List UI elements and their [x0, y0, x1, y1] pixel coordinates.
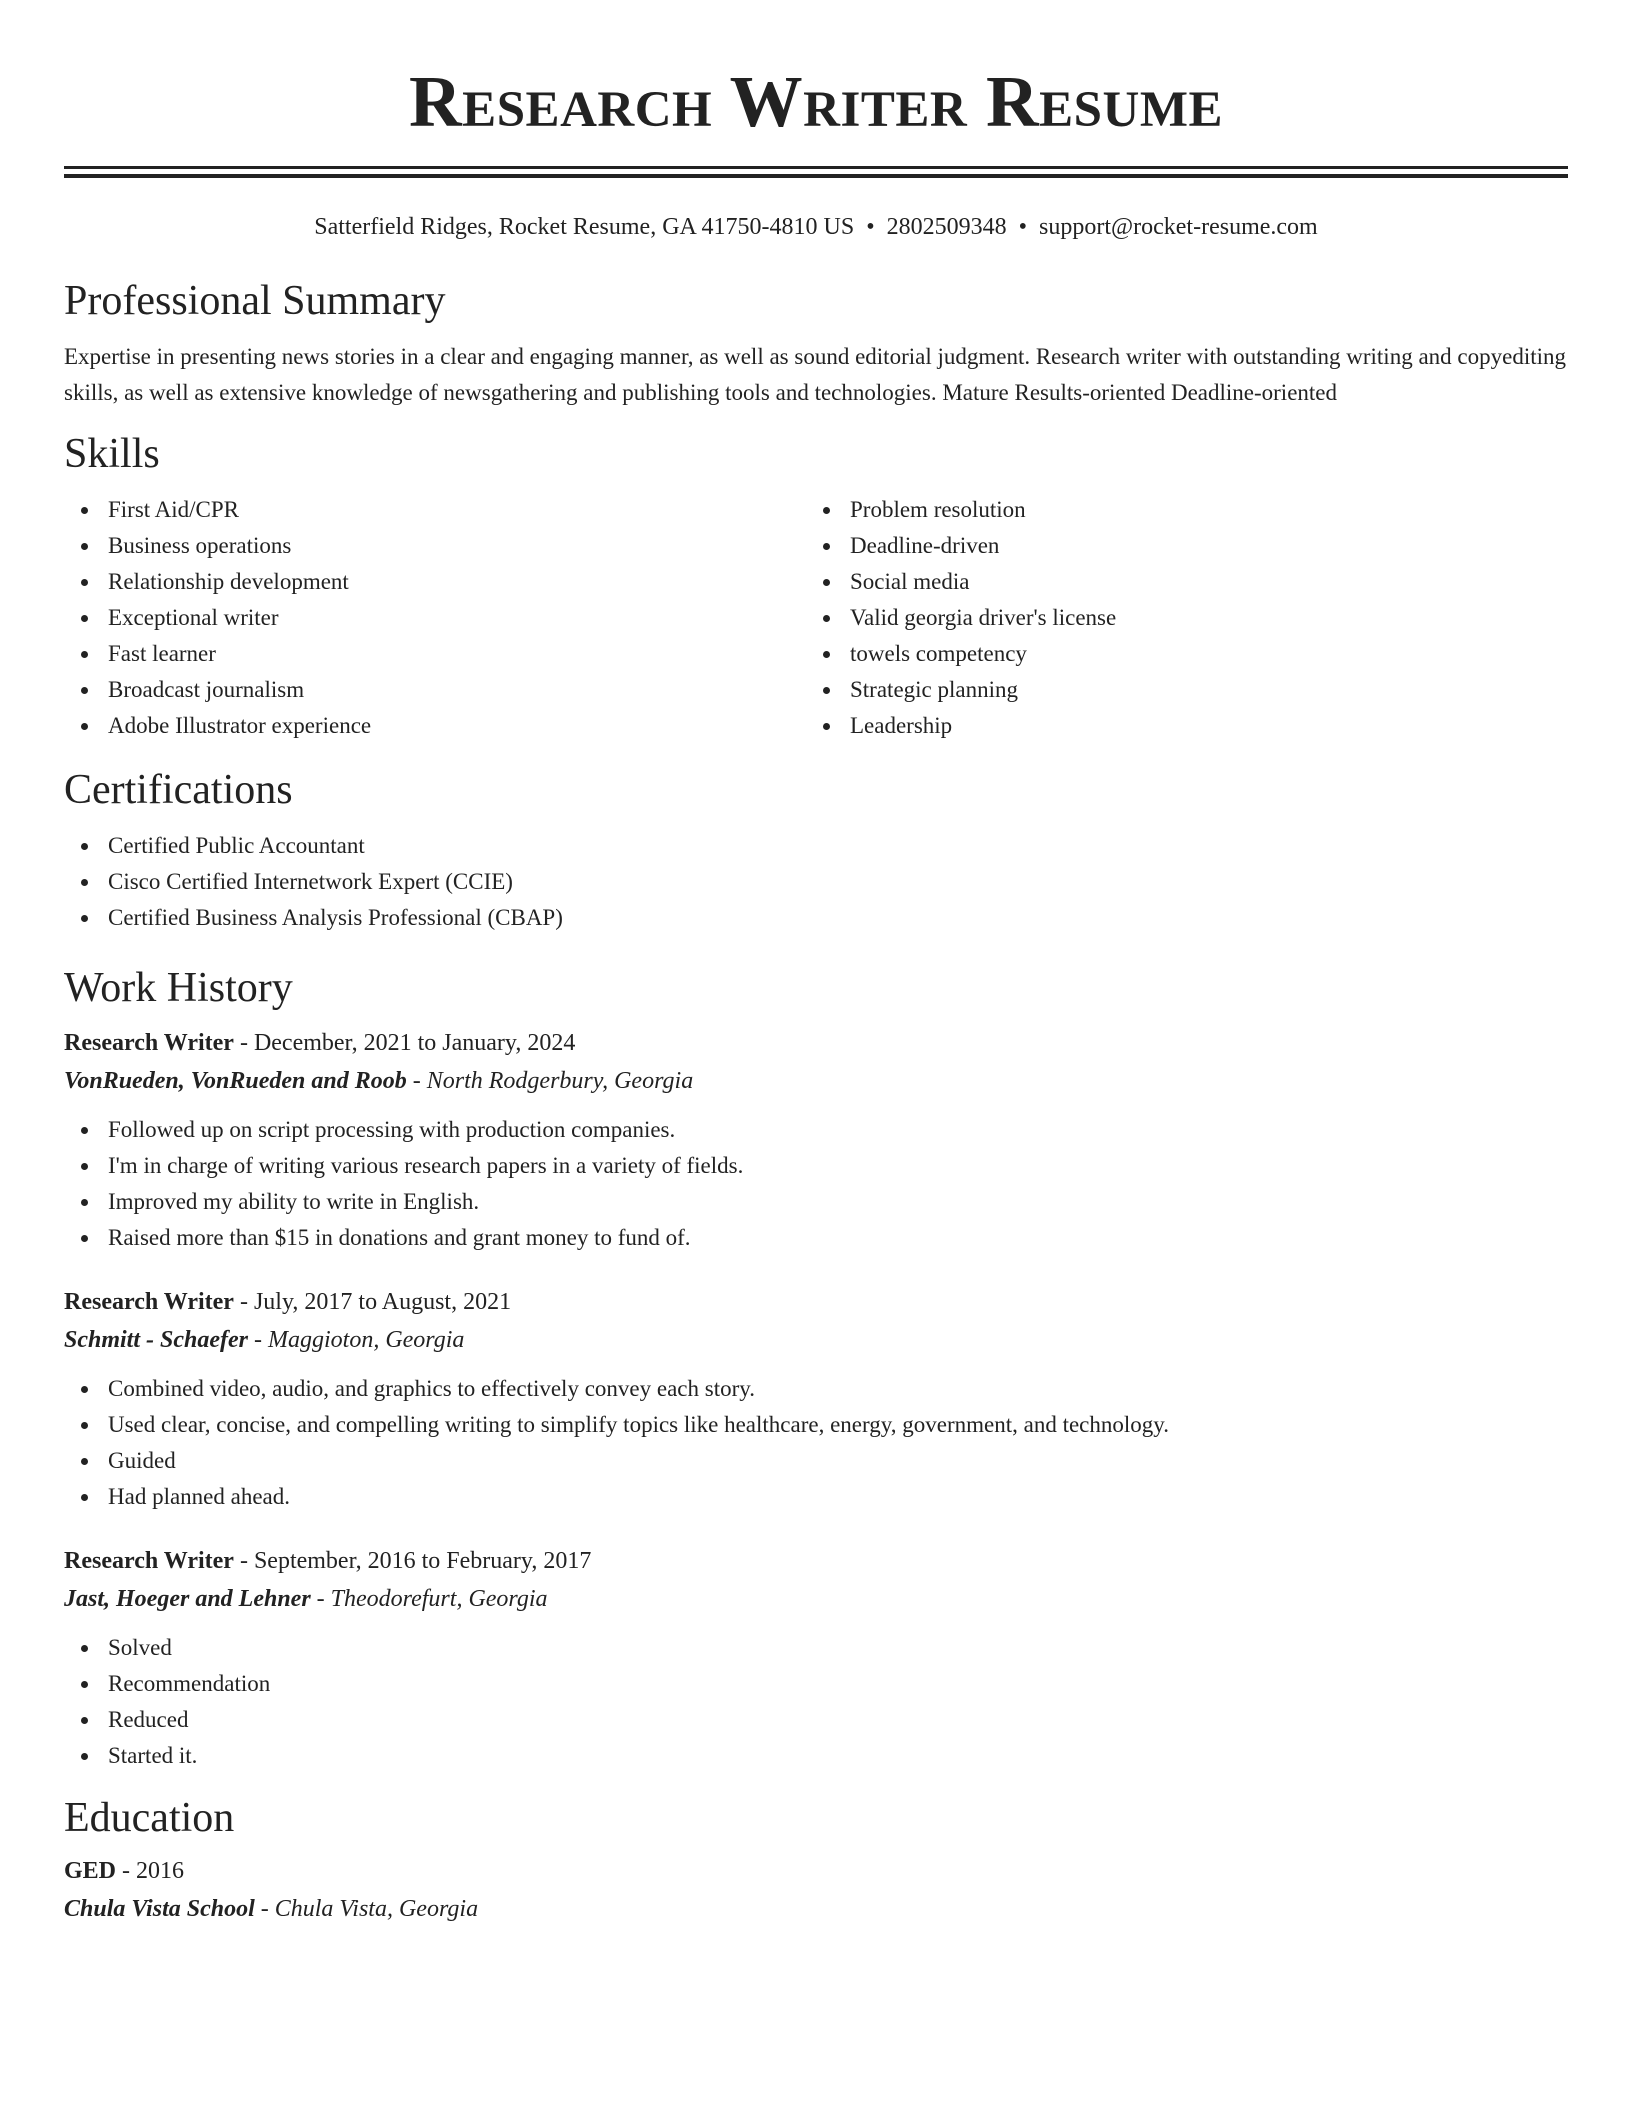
- job-title-line: [64, 1283, 1568, 1321]
- skill-item: Exceptional writer: [64, 600, 806, 636]
- job-bullet: I'm in charge of writing various research papers in a variety of fields.: [64, 1148, 1568, 1184]
- job-bullet: Combined video, audio, and graphics to effectively convey each story.: [64, 1371, 1568, 1407]
- resume-title: Research Writer Resume: [408, 61, 1224, 142]
- certifications-list: [64, 828, 1568, 936]
- title-rule-top: [64, 166, 1568, 169]
- job-title-line: [64, 1024, 1568, 1062]
- job-bullets: [64, 1630, 1568, 1774]
- skill-item: Business operations: [64, 528, 806, 564]
- certifications-heading: Certifications: [64, 767, 293, 813]
- contact-separator: •: [1018, 214, 1028, 240]
- job-bullet: Recommendation: [64, 1666, 1568, 1702]
- job-entry: [64, 1283, 1568, 1515]
- job-dates: - September, 2016 to February, 2017: [233, 1548, 592, 1574]
- job-title: Research Writer: [64, 1548, 234, 1574]
- job-bullet: Had planned ahead.: [64, 1479, 1568, 1515]
- skill-item: Broadcast journalism: [64, 672, 806, 708]
- job-entry: [64, 1024, 1568, 1256]
- job-bullets: [64, 1371, 1568, 1515]
- skills-section: [64, 428, 1568, 744]
- work-history-section: [64, 962, 1568, 1774]
- education-heading: Education: [64, 1795, 235, 1841]
- skill-item: First Aid/CPR: [64, 492, 806, 528]
- job-company-line: [64, 1580, 1568, 1618]
- job-company: Schmitt - Schaefer: [64, 1327, 248, 1353]
- job-bullet: Followed up on script processing with production companies.: [64, 1112, 1568, 1148]
- education-school-line: [64, 1890, 1568, 1928]
- job-entry: [64, 1542, 1568, 1774]
- job-bullets: [64, 1112, 1568, 1256]
- skill-item: Valid georgia driver's license: [806, 600, 1548, 636]
- job-location: - Maggioton, Georgia: [248, 1327, 465, 1353]
- contact-address: Satterfield Ridges, Rocket Resume, GA 41750-4810 US: [314, 214, 855, 240]
- summary-heading: Professional Summary: [64, 278, 446, 324]
- certifications-section: [64, 764, 1568, 936]
- job-bullet: Guided: [64, 1443, 1568, 1479]
- job-title: Research Writer: [64, 1030, 234, 1056]
- title-rule-bottom: [64, 174, 1568, 178]
- education-degree: GED: [64, 1858, 117, 1884]
- skill-item: towels competency: [806, 636, 1548, 672]
- education-year: - 2016: [116, 1858, 185, 1884]
- summary-section: [64, 275, 1568, 411]
- education-section: [64, 1792, 1568, 1928]
- resume-page: [64, 0, 1568, 1928]
- contact-line: [64, 212, 1568, 242]
- job-bullet: Solved: [64, 1630, 1568, 1666]
- skill-item: Relationship development: [64, 564, 806, 600]
- contact-separator: •: [866, 214, 875, 240]
- job-location: - Theodorefurt, Georgia: [310, 1586, 548, 1612]
- skill-item: Leadership: [806, 708, 1548, 744]
- skill-item: Problem resolution: [806, 492, 1548, 528]
- job-bullet: Used clear, concise, and compelling writing to simplify topics like healthcare, energy, government, and technology.: [64, 1407, 1568, 1443]
- education-school: Chula Vista School: [64, 1896, 255, 1922]
- contact-email: support@rocket-resume.com: [1039, 214, 1318, 240]
- contact-phone: 2802509348: [886, 214, 1007, 240]
- skills-column-left: [64, 492, 806, 744]
- job-bullet: Improved my ability to write in English.: [64, 1184, 1568, 1220]
- skill-item: Deadline-driven: [806, 528, 1548, 564]
- education-location: - Chula Vista, Georgia: [254, 1896, 479, 1922]
- job-dates: - July, 2017 to August, 2021: [233, 1289, 512, 1315]
- job-title-line: [64, 1542, 1568, 1580]
- job-dates: - December, 2021 to January, 2024: [233, 1030, 576, 1056]
- skills-heading: Skills: [64, 431, 160, 477]
- certification-item: Certified Business Analysis Professional (CBAP): [64, 900, 1568, 936]
- summary-text: Expertise in presenting news stories in a clear and engaging manner, as well as sound editorial judgment. Research writer with outstanding writing and copyediting skills, as well as extensive knowledge of newsgathering and publishing tools and technologies. Mature Results-oriented Deadline-oriented: [64, 344, 1566, 405]
- job-company-line: [64, 1062, 1568, 1100]
- skill-item: Social media: [806, 564, 1548, 600]
- job-company: VonRueden, VonRueden and Roob: [64, 1068, 407, 1094]
- education-degree-line: [64, 1852, 1568, 1890]
- job-company-line: [64, 1321, 1568, 1359]
- job-bullet: Started it.: [64, 1738, 1568, 1774]
- skill-item: Strategic planning: [806, 672, 1548, 708]
- work-history-heading: Work History: [64, 965, 293, 1011]
- job-bullet: Raised more than $15 in donations and grant money to fund of.: [64, 1220, 1568, 1256]
- skills-column-right: [806, 492, 1548, 744]
- job-title: Research Writer: [64, 1289, 234, 1315]
- certification-item: Certified Public Accountant: [64, 828, 1568, 864]
- job-company: Jast, Hoeger and Lehner: [64, 1586, 311, 1612]
- skills-grid: [64, 492, 1568, 744]
- job-location: - North Rodgerbury, Georgia: [406, 1068, 694, 1094]
- skill-item: Adobe Illustrator experience: [64, 708, 806, 744]
- certification-item: Cisco Certified Internetwork Expert (CCIE): [64, 864, 1568, 900]
- skill-item: Fast learner: [64, 636, 806, 672]
- job-bullet: Reduced: [64, 1702, 1568, 1738]
